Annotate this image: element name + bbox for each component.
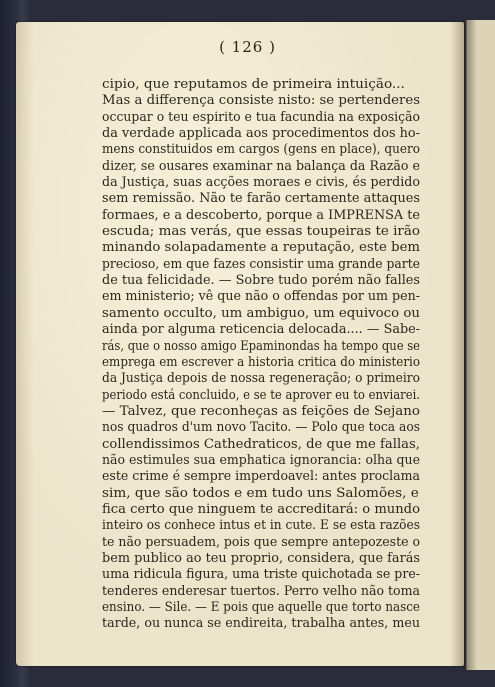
- text-line: de tua felicidade. — Sobre tudo porém não falles: [102, 272, 420, 288]
- text-line: nos quadros d'um novo Tacito. — Polo que toca aos: [102, 419, 420, 435]
- text-line: Mas a differença consiste nisto: se pertenderes: [102, 92, 420, 108]
- page-body-text: [102, 76, 420, 632]
- text-line: em ministerio; vê que não o offendas por um pen-: [102, 288, 421, 304]
- text-line: precioso, em que fazes consistir uma grande parte: [102, 255, 420, 271]
- text-line: este crime é sempre imperdoavel: antes proclama: [102, 468, 420, 484]
- text-line: não estimules sua emphatica ignorancia: olha que: [102, 451, 420, 467]
- text-line: te não persuadem, pois que sempre antepozeste o: [102, 533, 420, 549]
- text-line: cipio, que reputamos de primeira intuição...: [102, 76, 405, 91]
- text-line: fica certo que ninguem te accreditará: o mundo: [102, 500, 420, 516]
- text-line: occupar o teu espirito e tua facundia na exposição: [102, 108, 420, 124]
- page-number: ( 126 ): [219, 38, 276, 56]
- text-line: sem remissão. Não te farão certamente attaques: [102, 190, 420, 206]
- text-line: bem publico ao teu proprio, considera, que farás: [102, 549, 420, 565]
- text-line: periodo está concluido, e se te aprover eu to enviarei.: [102, 386, 420, 402]
- text-line: uma ridicula figura, uma triste quichotada se pre-: [102, 566, 420, 582]
- text-line: tenderes enderesar tuertos. Perro velho não toma: [102, 582, 420, 598]
- text-line: da verdade applicada aos procedimentos dos ho-: [102, 125, 420, 141]
- text-line: samento occulto, um ambiguo, um equivoco ou: [102, 304, 420, 320]
- adjacent-page-edge: [466, 20, 495, 670]
- text-line: dizer, se ousares examinar na balança da Razão e: [102, 157, 420, 173]
- text-line: da Justiça, suas acções moraes e civis, és perdido: [102, 174, 421, 190]
- text-line: sim, que são todos e em tudo uns Salomões, e: [102, 484, 419, 500]
- text-line: inteiro os conhece intus et in cute. E se esta razões: [102, 517, 420, 533]
- text-line: minando solapadamente a reputação, este bem: [102, 239, 421, 255]
- text-line: da Justiça depois de nossa regeneração; o primeiro: [102, 370, 420, 386]
- text-line: ensino. — Sile. — E pois que aquelle que torto nasce: [102, 599, 420, 614]
- text-line: tarde, ou nunca se endireita, trabalha antes, meu: [102, 615, 420, 631]
- text-line: collendissimos Cathedraticos, de que me fallas,: [102, 435, 421, 451]
- text-line: escuda; mas verás, que essas toupeiras te irão: [102, 223, 420, 239]
- text-line: formaes, e a descoberto, porque a IMPRENSA te: [102, 206, 420, 222]
- text-line: ainda por alguma reticencia delocada.... — Sabe-: [102, 321, 420, 337]
- text-line: mens constituidos em cargos (gens en place), quero: [102, 141, 420, 157]
- text-line: emprega em escrever a historia critica do ministerio: [102, 353, 420, 369]
- text-line: — Talvez, que reconheças as feições de Sejano: [102, 402, 420, 418]
- text-line: rás, que o nosso amigo Epaminondas ha tempo que se: [102, 337, 420, 353]
